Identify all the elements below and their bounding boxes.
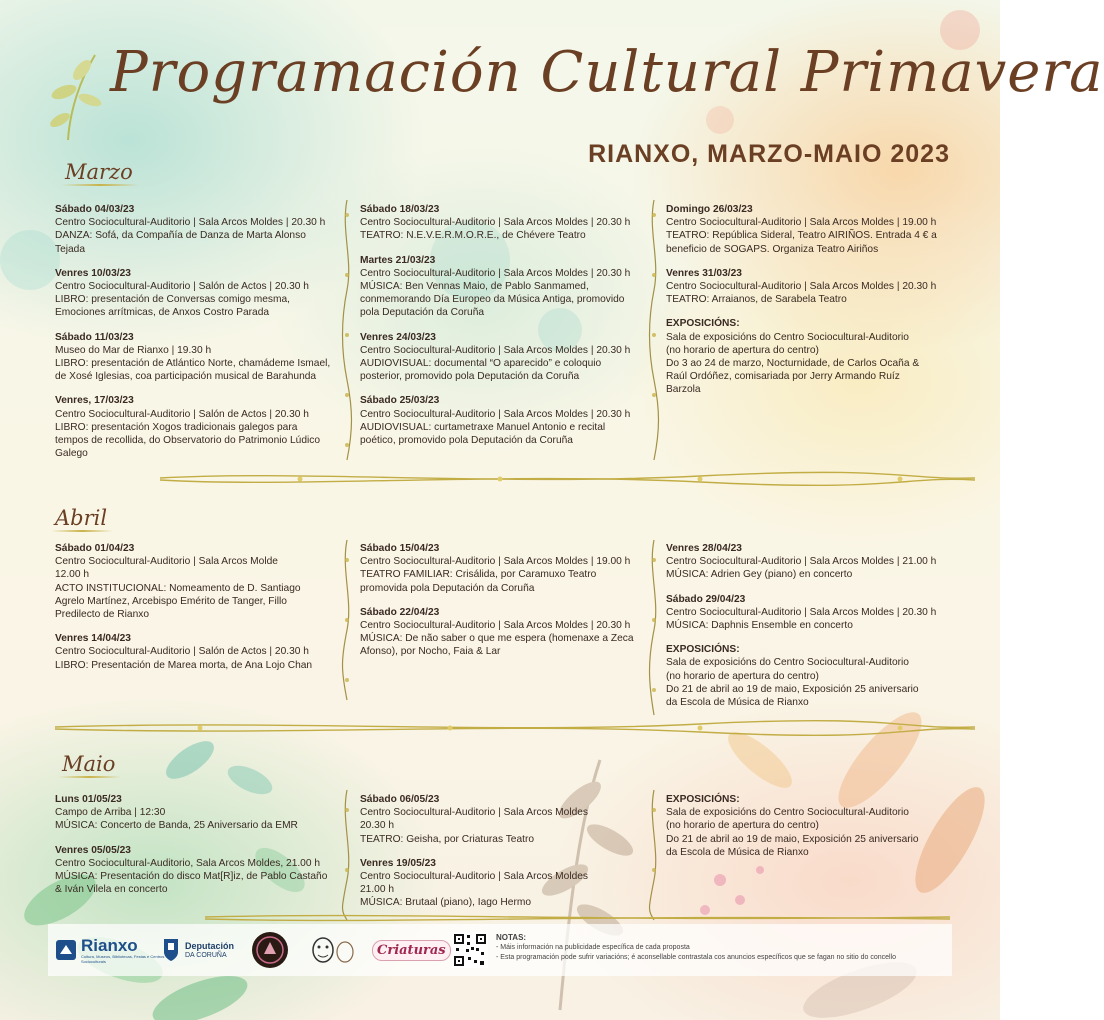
event-detail-line: beneficio de SOGAPS. Organiza Teatro Airiños [666, 243, 879, 255]
event-detail-line: Raúl Ordóñez, comisariada por Jerry Armando Ruíz [666, 371, 900, 383]
event-detail-line: DANZA: Sofá, da Compañía de Danza de Marta Alonso [55, 230, 306, 242]
event-detail-line: LIBRO: presentación de Conversas comigo mesma, [55, 294, 290, 306]
month-label-marzo: Marzo [65, 160, 133, 184]
event-detail-line: MÚSICA: Brutaal (piano), Iago Hermo [360, 897, 531, 909]
deputacion-logo [162, 930, 234, 970]
event-detail-line: (no horario de apertura do centro) [666, 820, 819, 832]
event-detail-line: Barzola [666, 384, 701, 396]
theatre-masks-icon [307, 932, 359, 968]
event-detail-line: Centro Sociocultural-Auditorio | Sala Arcos Moldes [360, 807, 589, 819]
event-date: Venres 31/03/23 [666, 267, 742, 279]
poster-title: Programación Cultural Primavera [110, 40, 1104, 105]
rianxo-shield-icon [55, 939, 77, 961]
qr-code[interactable] [452, 930, 488, 970]
event-detail-line: tempos de recollida, do Observatorio do Patrimonio Lúdico [55, 435, 321, 447]
event-detail-line: 21.00 h [360, 884, 394, 896]
event-date: Domingo 26/03/23 [666, 204, 753, 215]
event-detail-line: Agrelo Martínez, Arcebispo Emérito de Tanger, Fillo [55, 595, 287, 607]
event-detail-line: Campo de Arriba | 12:30 [55, 807, 166, 819]
horizontal-separators [55, 472, 975, 920]
event-detail-line: Museo do Mar de Rianxo | 19.30 h [55, 344, 212, 356]
event-detail-line: Do 3 ao 24 de marzo, Nocturnidade, de Carlos Ocaña & [666, 358, 920, 370]
airinos-logo [250, 930, 290, 970]
event-date: Martes 21/03/23 [360, 254, 436, 266]
event-detail-line: (no horario de apertura do centro) [666, 670, 819, 682]
event-detail-line: MÚSICA: Ben Vennas Maio, de Pablo Sanmamed, [360, 281, 589, 293]
event-detail-line: Centro Sociocultural-Auditorio | Sala Arcos Moldes | 19.00 h [666, 217, 937, 229]
event-detail-line: 12.00 h [55, 569, 89, 581]
criaturas-logo [372, 930, 451, 970]
event-detail-line: TEATRO: República Sideral, Teatro AIRIÑOS. Entrada 4 € a [666, 230, 937, 242]
event-date: Luns 01/05/23 [55, 794, 122, 805]
event-date: Venres 24/03/23 [360, 331, 436, 343]
month-label-abril: Abril [55, 506, 108, 530]
event-detail-line: de Xosé Iglesias, coa participación musical de Barahunda [55, 371, 317, 383]
event-detail-line: LIBRO: Presentación de Marea morta, de Ana Lojo Chan [55, 659, 313, 671]
event-detail-line: posterior, promovido pola Deputación da Coruña [360, 371, 580, 383]
event-detail-line: LIBRO: presentación Xogos tradicionais galegos para [55, 421, 298, 433]
event-detail-line: TEATRO FAMILIAR: Crisálida, por Caramuxo Teatro [360, 569, 597, 581]
event-detail-line: MÚSICA: Daphnis Ensemble en concerto [666, 620, 853, 632]
footer-notes [496, 933, 896, 963]
rianxo-logo-subtext: Cultura, Museos, Bibliotecas, Festas e Centros Socioculturais [81, 953, 165, 964]
event-detail-line: & Iván Vilela en concerto [55, 884, 168, 896]
event-detail-line: Tejada [55, 243, 86, 255]
event-detail-line: pola Deputación da Coruña [360, 307, 485, 319]
event-detail-line: MÚSICA: Adrien Gey (piano) en concerto [666, 569, 853, 581]
event-date: Sábado 06/05/23 [360, 794, 440, 805]
event-detail-line: Do 21 de abril ao 19 de maio, Exposición 25 aniversario [666, 833, 919, 845]
event-date: EXPOSICIÓNS: [666, 794, 740, 805]
event-date: Venres 19/05/23 [360, 857, 436, 869]
event-detail-line: Emociones arrítmicas, de Anxos Costro Parada [55, 307, 270, 319]
deputacion-logo-text: Deputación [185, 940, 235, 951]
airinos-badge-icon [250, 930, 290, 970]
event-detail-line: AUDIOVISUAL: documental “O aparecido” e coloquio [360, 358, 602, 370]
event-date: Sábado 01/04/23 [55, 543, 135, 554]
event-detail-line: Centro Sociocultural-Auditorio | Salón de Actos | 20.30 h [55, 408, 309, 420]
event-detail-line: MÚSICA: Presentación do disco Mat[R]iz, de Pablo Castaño [55, 871, 328, 883]
event-date: Venres 14/04/23 [55, 633, 131, 645]
event-detail-line: Centro Sociocultural-Auditorio | Sala Arcos Moldes | 20.30 h [360, 408, 631, 420]
event-detail-line: Afonso), por Nocho, Faia & Lar [360, 646, 501, 658]
event-detail-line: Galego [55, 448, 88, 460]
event-detail-line: MÚSICA: De não saber o que me espera (homenaxe a Zeca [360, 633, 634, 645]
event-detail-line: Sala de exposicións do Centro Sociocultural-Auditorio [666, 331, 909, 343]
event-detail-line: 20.30 h [360, 820, 394, 832]
event-detail-line: TEATRO: N.E.V.E.R.M.O.R.E., de Chévere Teatro [360, 230, 586, 242]
rianxo-logo [55, 930, 173, 970]
event-detail-line: Sala de exposicións do Centro Sociocultural-Auditorio [666, 657, 909, 669]
event-detail-line: promovida pola Deputación da Coruña [360, 582, 535, 594]
event-date: Venres 28/04/23 [666, 543, 742, 554]
event-detail-line: LIBRO: presentación de Atlántico Norte, chamádeme Ismael, [55, 358, 331, 370]
event-detail-line: Do 21 de abril ao 19 de maio, Exposición 25 aniversario [666, 683, 919, 695]
event-detail-line: (no horario de apertura do centro) [666, 344, 819, 356]
event-detail-line: TEATRO: Geisha, por Criaturas Teatro [360, 833, 535, 845]
deputacion-crest-icon [162, 937, 180, 963]
event-date: Sábado 29/04/23 [666, 593, 746, 605]
event-detail-line: Centro Sociocultural-Auditorio | Sala Arcos Molde [55, 556, 278, 568]
event-detail-line: Centro Sociocultural-Auditorio | Sala Arcos Moldes | 20.30 h [360, 267, 631, 279]
event-date: EXPOSICIÓNS: [666, 644, 740, 656]
event-detail-line: Centro Sociocultural-Auditorio | Sala Arcos Moldes | 20.30 h [666, 606, 937, 618]
event-detail-line: Centro Sociocultural-Auditorio | Sala Arcos Moldes | 21.00 h [666, 556, 937, 568]
event-detail-line: Centro Sociocultural-Auditorio, Sala Arcos Moldes, 21.00 h [55, 857, 321, 869]
event-detail-line: TEATRO: Arraianos, de Sarabela Teatro [666, 294, 847, 306]
event-detail-line: poético, promovido pola Deputación da Coruña [360, 435, 573, 447]
rianxo-logo-text: Rianxo [81, 935, 138, 955]
event-detail-line: Centro Sociocultural-Auditorio | Sala Arcos Moldes | 19.00 h [360, 556, 631, 568]
month-label-maio: Maio [62, 752, 116, 776]
event-date: Sábado 22/04/23 [360, 606, 440, 618]
event-date: Sábado 25/03/23 [360, 395, 440, 407]
event-detail-line: MÚSICA: Concerto de Banda, 25 Aniversario da EMR [55, 820, 298, 832]
theatre-masks-logo [307, 930, 359, 970]
event-date: Sábado 15/04/23 [360, 543, 440, 554]
note-line-1: - Máis información na publicidade específica de cada proposta [496, 944, 690, 951]
event-detail-line: Predilecto de Rianxo [55, 609, 150, 621]
event-detail-line: Centro Sociocultural-Auditorio | Sala Arcos Moldes | 20.30 h [666, 281, 937, 293]
event-detail-line: Centro Sociocultural-Auditorio | Sala Arcos Moldes | 20.30 h [360, 620, 631, 632]
event-date: Sábado 04/03/23 [55, 204, 135, 215]
event-detail-line: Centro Sociocultural-Auditorio | Sala Arcos Moldes [360, 871, 589, 883]
event-detail-line: da Escola de Música de Rianxo [666, 697, 809, 709]
event-date: Sábado 11/03/23 [55, 331, 134, 343]
event-date: EXPOSICIÓNS: [666, 318, 740, 330]
deputacion-logo-subtext: DA CORUÑA [185, 951, 227, 959]
poster-subtitle: RIANXO, MARZO-MAIO 2023 [588, 140, 950, 168]
qr-code-icon [452, 932, 488, 968]
event-detail-line: da Escola de Música de Rianxo [666, 846, 809, 858]
event-detail-line: ACTO INSTITUCIONAL: Nomeamento de D. Santiago [55, 582, 301, 594]
event-detail-line: Sala de exposicións do Centro Sociocultural-Auditorio [666, 807, 909, 819]
note-line-2: - Esta programación pode sufrir variacións; é aconsellable contrastala cos anuncios específicos que se fagan no sitio do concello [496, 954, 897, 961]
event-date: Venres 05/05/23 [55, 844, 131, 856]
event-detail-line: Centro Sociocultural-Auditorio | Salón de Actos | 20.30 h [55, 646, 309, 658]
event-detail-line: AUDIOVISUAL: curtametraxe Manuel Antonio e recital [360, 421, 606, 433]
event-detail-line: Centro Sociocultural-Auditorio | Sala Arcos Moldes | 20.30 h [360, 344, 631, 356]
event-detail-line: Centro Sociocultural-Auditorio | Sala Arcos Moldes | 20.30 h [360, 217, 631, 229]
event-date: Venres, 17/03/23 [55, 395, 134, 407]
notes-title: NOTAS: [496, 933, 527, 942]
event-detail-line: Centro Sociocultural-Auditorio | Salón de Actos | 20.30 h [55, 281, 309, 293]
event-detail-line: conmemorando Día Europeo da Música Antiga, promovido [360, 294, 625, 306]
event-date: Venres 10/03/23 [55, 267, 131, 279]
criaturas-logo-text: Criaturas [372, 940, 451, 961]
event-detail-line: Centro Sociocultural-Auditorio | Sala Arcos Moldes | 20.30 h [55, 217, 326, 229]
event-date: Sábado 18/03/23 [360, 204, 440, 215]
